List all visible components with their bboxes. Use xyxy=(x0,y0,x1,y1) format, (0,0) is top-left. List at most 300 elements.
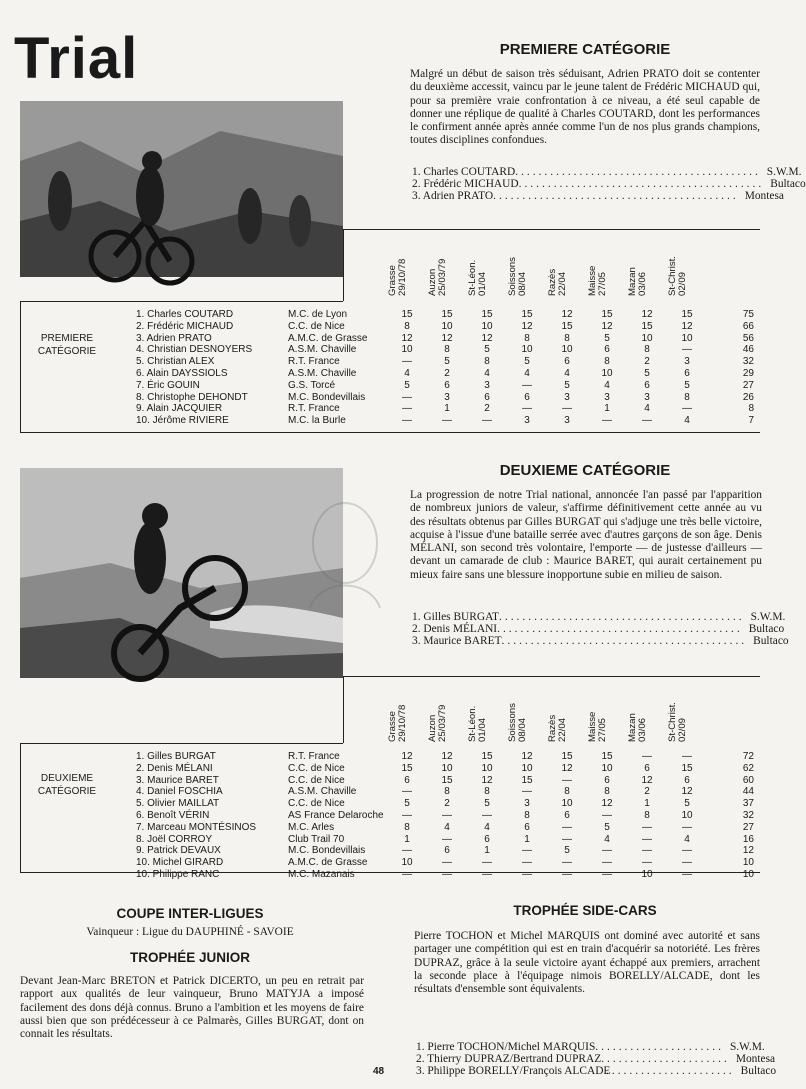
round-header-label: Maisse 27/05 xyxy=(587,711,608,742)
points-cell: 2 xyxy=(484,403,490,415)
table-row xyxy=(0,333,760,345)
table1-frame-bottom xyxy=(20,432,760,433)
points-cell: 5 xyxy=(684,798,690,810)
rider-name: 9. Alain JACQUIER xyxy=(136,403,223,415)
podium-name: 3. Philippe BORELLY/François ALCADE xyxy=(416,1065,611,1077)
points-cell: 8 xyxy=(644,810,650,821)
points-cell: 10 xyxy=(641,332,653,344)
points-cell: 15 xyxy=(521,774,533,786)
points-cell: 6 xyxy=(684,368,690,379)
points-cell: — xyxy=(562,857,572,869)
table1-frame-bottom-left xyxy=(20,301,343,302)
trial-photo-2 xyxy=(20,468,343,678)
points-cell: — xyxy=(682,751,692,762)
points-cell: 1 xyxy=(644,798,650,810)
points-cell: 10 xyxy=(401,857,413,869)
podium-row: 2. Frédéric MICHAUD .......................................... Bultaco xyxy=(412,178,806,190)
rider-name: 6. Alain DAYSSIOLS xyxy=(136,368,228,379)
points-cell: 4 xyxy=(484,368,490,379)
round-header-label: St-Christ. 02/09 xyxy=(667,256,688,296)
points-cell: 2 xyxy=(644,356,650,368)
points-cell: — xyxy=(642,751,652,762)
total-cell: 7 xyxy=(748,415,754,427)
points-cell: 5 xyxy=(564,845,570,857)
points-cell: 2 xyxy=(444,368,450,379)
points-cell: 10 xyxy=(641,869,653,880)
podium-name: 1. Charles COUTARD xyxy=(412,166,516,178)
total-cell: 44 xyxy=(742,786,754,798)
points-cell: — xyxy=(562,833,572,845)
points-cell: — xyxy=(602,857,612,869)
points-cell: 6 xyxy=(404,774,410,786)
podium-row: 3. Maurice BARET .......................................... Bultaco xyxy=(412,635,789,647)
points-cell: 3 xyxy=(684,356,690,368)
podium-name: 2. Denis MÉLANI xyxy=(412,623,498,635)
rider-name: 2. Denis MÉLANI xyxy=(136,762,213,774)
points-cell: 12 xyxy=(401,751,413,762)
points-cell: 12 xyxy=(401,332,413,344)
points-cell: 8 xyxy=(484,356,490,368)
points-cell: 10 xyxy=(601,762,613,774)
points-cell: 5 xyxy=(484,344,490,356)
club-name: A.M.C. de Grasse xyxy=(288,857,368,869)
podium-name: 1. Pierre TOCHON/Michel MARQUIS xyxy=(416,1041,596,1053)
second-category-podium xyxy=(412,611,789,647)
junior-text: Devant Jean-Marc BRETON et Patrick DICERTO, un peu en retrait par rapport aux qualités de leur vainqueur, Bruno MATYJA a imposé facilement des dons déjà connus. Bruno a l'ambition et les moyens de faire aussi bien que son prédécesseur à ce Palmarès, Gilles BURGAT, dont on connait les résultats. xyxy=(20,975,364,1041)
points-cell: 8 xyxy=(404,320,410,332)
table-row xyxy=(0,380,760,392)
round-header-label: Soissons 08/04 xyxy=(507,703,528,742)
points-cell: 5 xyxy=(444,356,450,368)
club-name: M.C. Bondevillais xyxy=(288,845,366,857)
sidecars-heading: TROPHÉE SIDE-CARS xyxy=(513,903,657,918)
club-name: G.S. Torcé xyxy=(288,379,336,391)
points-cell: 10 xyxy=(681,810,693,821)
page-number: 48 xyxy=(373,1066,385,1077)
total-cell: 32 xyxy=(742,356,754,368)
table-row xyxy=(0,321,760,333)
points-cell: — xyxy=(442,869,452,880)
points-cell: — xyxy=(682,821,692,833)
club-name: M.C. Mazanais xyxy=(288,869,355,880)
points-cell: 15 xyxy=(601,309,613,320)
points-cell: — xyxy=(402,869,412,880)
points-cell: 8 xyxy=(604,786,610,798)
podium-row: 1. Charles COUTARD .......................................... S.W.M. xyxy=(412,166,802,178)
podium-make: Bultaco xyxy=(753,635,789,647)
points-cell: — xyxy=(562,869,572,880)
points-cell: 3 xyxy=(484,379,490,391)
club-name: R.T. France xyxy=(288,403,340,415)
points-cell: — xyxy=(442,810,452,821)
points-cell: 8 xyxy=(564,786,570,798)
points-cell: 6 xyxy=(444,379,450,391)
points-cell: 1 xyxy=(444,403,450,415)
points-cell: 6 xyxy=(484,833,490,845)
points-cell: 5 xyxy=(604,821,610,833)
points-cell: 12 xyxy=(681,786,693,798)
points-cell: — xyxy=(522,857,532,869)
points-cell: 12 xyxy=(641,774,653,786)
points-cell: — xyxy=(402,845,412,857)
podium-row: 2. Denis MÉLANI .......................................... Bultaco xyxy=(412,623,785,635)
round-header-label: Auzon 25/03/79 xyxy=(427,704,448,742)
points-cell: 10 xyxy=(441,762,453,774)
round-header-label: Grasse 29/10/78 xyxy=(387,258,408,296)
points-cell: — xyxy=(642,833,652,845)
points-cell: 3 xyxy=(604,391,610,403)
points-cell: 10 xyxy=(521,762,533,774)
points-cell: 5 xyxy=(524,356,530,368)
points-cell: — xyxy=(442,833,452,845)
points-cell: 10 xyxy=(681,332,693,344)
points-cell: 12 xyxy=(601,320,613,332)
points-cell: 15 xyxy=(521,309,533,320)
first-category-heading: PREMIERE CATÉGORIE xyxy=(499,41,671,58)
podium-name: 2. Frédéric MICHAUD xyxy=(412,178,519,190)
points-cell: 12 xyxy=(561,309,573,320)
total-cell: 27 xyxy=(742,821,754,833)
points-cell: — xyxy=(402,786,412,798)
page-title: Trial xyxy=(14,26,139,91)
points-cell: 5 xyxy=(564,379,570,391)
total-cell: 37 xyxy=(742,798,754,810)
rider-name: 4. Daniel FOSCHIA xyxy=(136,786,223,798)
table-row xyxy=(0,775,760,787)
podium-make: Bultaco xyxy=(748,623,785,635)
round-header-label: St-Christ. 02/09 xyxy=(667,702,688,742)
first-category-podium xyxy=(412,166,806,202)
points-cell: 10 xyxy=(481,320,493,332)
total-cell: 26 xyxy=(742,391,754,403)
rider-name: 1. Charles COUTARD xyxy=(136,309,234,320)
points-cell: 6 xyxy=(564,356,570,368)
podium-row: 2. Thierry DUPRAZ/Bertrand DUPRAZ ...................... Montesa xyxy=(416,1053,776,1065)
points-cell: 6 xyxy=(684,774,690,786)
points-cell: 4 xyxy=(404,368,410,379)
total-cell: 29 xyxy=(742,368,754,379)
table-row xyxy=(0,786,760,798)
points-cell: 15 xyxy=(401,309,413,320)
points-cell: — xyxy=(522,845,532,857)
table-row xyxy=(0,869,760,881)
points-cell: 8 xyxy=(604,356,610,368)
points-cell: 12 xyxy=(521,751,533,762)
club-name: C.C. de Nice xyxy=(288,762,345,774)
points-cell: 5 xyxy=(404,798,410,810)
table1-frame-left xyxy=(343,229,344,301)
round-header-label: Maisse 27/05 xyxy=(587,265,608,296)
podium-row: 1. Gilles BURGAT .......................................... S.W.M. xyxy=(412,611,786,623)
table-row xyxy=(0,309,760,321)
points-cell: 4 xyxy=(484,821,490,833)
rider-name: 4. Christian DESNOYERS xyxy=(136,344,253,356)
points-cell: — xyxy=(522,786,532,798)
total-cell: 75 xyxy=(742,309,754,320)
points-cell: 8 xyxy=(644,344,650,356)
points-cell: 12 xyxy=(601,798,613,810)
round-header-label: Soissons 08/04 xyxy=(507,257,528,296)
rider-name: 8. Joël CORROY xyxy=(136,833,213,845)
points-cell: 2 xyxy=(644,786,650,798)
points-cell: — xyxy=(562,403,572,415)
rider-name: 6. Benoît VÉRIN xyxy=(136,810,210,821)
points-cell: 6 xyxy=(564,810,570,821)
points-cell: 15 xyxy=(441,309,453,320)
podium-make: Bultaco xyxy=(740,1065,777,1077)
total-cell: 72 xyxy=(742,751,754,762)
points-cell: 6 xyxy=(524,821,530,833)
round-header-label: Auzon 25/03/79 xyxy=(427,258,448,296)
table1-category-label: PREMIERE CATÉGORIE xyxy=(37,333,97,357)
points-cell: — xyxy=(682,845,692,857)
points-cell: 12 xyxy=(561,762,573,774)
table-row xyxy=(0,356,760,368)
total-cell: 10 xyxy=(742,869,754,880)
trial-photo-1 xyxy=(20,101,343,277)
podium-name: 3. Adrien PRATO xyxy=(412,190,494,202)
points-cell: — xyxy=(482,857,492,869)
podium-make: Bultaco xyxy=(770,178,806,190)
total-cell: 32 xyxy=(742,810,754,821)
podium-name: 2. Thierry DUPRAZ/Bertrand DUPRAZ xyxy=(416,1053,602,1065)
table-row xyxy=(0,763,760,775)
points-cell: 1 xyxy=(524,833,530,845)
points-cell: 12 xyxy=(641,309,653,320)
portrait-image xyxy=(300,498,390,608)
points-cell: 4 xyxy=(604,379,610,391)
round-header-label: St-Léon. 01/04 xyxy=(467,705,488,742)
points-cell: 15 xyxy=(441,774,453,786)
total-cell: 10 xyxy=(742,857,754,869)
round-header-label: Razès 22/04 xyxy=(547,714,568,742)
points-cell: — xyxy=(522,403,532,415)
points-cell: — xyxy=(602,869,612,880)
points-cell: 15 xyxy=(681,309,693,320)
podium-name: 1. Gilles BURGAT xyxy=(412,611,500,623)
points-cell: 15 xyxy=(481,751,493,762)
club-name: M.C. Bondevillais xyxy=(288,391,366,403)
first-category-text: Malgré un début de saison très séduisant, Adrien PRATO doit se contenter du deuxième accessit, vaincu par le jeune talent de Frédéric MICHAUD qui, pour sa première vraie confrontation à ce niveau, a été seul capable de donner une réplique de qualité à Charles COUTARD, dont les performances le confirment année après année comme l'un de nos plus grands champions, toutes disciplines confondues. xyxy=(410,68,760,147)
round-header-label: Mazan 03/06 xyxy=(627,713,648,742)
points-cell: 10 xyxy=(561,344,573,356)
rider-name: 3. Adrien PRATO xyxy=(136,332,212,344)
rider-name: 3. Maurice BARET xyxy=(136,774,219,786)
coupe-winner: Vainqueur : Ligue du DAUPHINÉ - SAVOIE xyxy=(86,926,294,938)
points-cell: 4 xyxy=(524,368,530,379)
points-cell: 5 xyxy=(484,798,490,810)
points-cell: — xyxy=(402,415,412,427)
round-header-label: Razès 22/04 xyxy=(547,268,568,296)
table-row xyxy=(0,810,760,822)
points-cell: 8 xyxy=(524,810,530,821)
podium-make: S.W.M. xyxy=(729,1041,765,1053)
points-cell: 15 xyxy=(681,762,693,774)
points-cell: 5 xyxy=(644,368,650,379)
club-name: Club Trail 70 xyxy=(288,833,345,845)
rider-name: 10. Jérôme RIVIERE xyxy=(136,415,229,427)
points-cell: 3 xyxy=(564,415,570,427)
second-category-text: La progression de notre Trial national, annoncée l'an passé par l'apparition de nombreux juniors de valeur, s'affirme définitivement cette année au vu des résultats obtenus par Gilles BURGAT qui s'adjuge une très belle victoire, acquise à l'issue d'une bataille serrée avec d'autres garçons de son âge. Denis MÉLANI, son second très volontaire, l'emporte — de justesse d'ailleurs — devant un camarade de club : Maurice BARET, qui aurait certainement pu mieux faire sans une blessure inopportune subie en milieu de saison. xyxy=(410,489,762,581)
rider-name: 5. Christian ALEX xyxy=(136,356,215,368)
rider-name: 10. Michel GIRARD xyxy=(136,857,224,869)
total-cell: 12 xyxy=(742,845,754,857)
table-row xyxy=(0,344,760,356)
table-row xyxy=(0,834,760,846)
table2-frame-bottom-left xyxy=(20,743,343,744)
points-cell: 8 xyxy=(564,332,570,344)
rider-name: 10. Philippe RANC xyxy=(136,869,220,880)
club-name: AS France Delaroche xyxy=(288,810,384,821)
points-cell: 3 xyxy=(524,798,530,810)
points-cell: — xyxy=(682,344,692,356)
points-cell: 6 xyxy=(644,762,650,774)
total-cell: 8 xyxy=(748,403,754,415)
points-cell: — xyxy=(482,415,492,427)
points-cell: 4 xyxy=(644,403,650,415)
junior-heading: TROPHÉE JUNIOR xyxy=(129,950,251,965)
second-category-heading: DEUXIEME CATÉGORIE xyxy=(499,462,671,479)
round-header-label: St-Léon. 01/04 xyxy=(467,259,488,296)
club-name: C.C. de Nice xyxy=(288,798,345,810)
podium-name: 3. Maurice BARET xyxy=(412,635,502,647)
points-cell: 10 xyxy=(441,320,453,332)
points-cell: 6 xyxy=(604,344,610,356)
points-cell: 10 xyxy=(401,344,413,356)
club-name: C.C. de Nice xyxy=(288,774,345,786)
points-cell: 4 xyxy=(684,833,690,845)
points-cell: — xyxy=(402,810,412,821)
points-cell: — xyxy=(642,415,652,427)
points-cell: 5 xyxy=(404,379,410,391)
points-cell: 5 xyxy=(604,332,610,344)
total-cell: 56 xyxy=(742,332,754,344)
rider-name: 7. Éric GOUIN xyxy=(136,379,200,391)
table-row xyxy=(0,845,760,857)
total-cell: 46 xyxy=(742,344,754,356)
points-cell: — xyxy=(682,403,692,415)
club-name: A.S.M. Chaville xyxy=(288,368,357,379)
points-cell: — xyxy=(682,869,692,880)
points-cell: 12 xyxy=(481,332,493,344)
total-cell: 66 xyxy=(742,320,754,332)
points-cell: 3 xyxy=(644,391,650,403)
points-cell: 1 xyxy=(484,845,490,857)
points-cell: 15 xyxy=(561,320,573,332)
points-cell: — xyxy=(402,356,412,368)
podium-row: 3. Adrien PRATO .......................................... Montesa xyxy=(412,190,784,202)
points-cell: 4 xyxy=(564,368,570,379)
club-name: M.C. la Burle xyxy=(288,415,346,427)
points-cell: 1 xyxy=(404,833,410,845)
total-cell: 60 xyxy=(742,774,754,786)
table-row xyxy=(0,403,760,415)
podium-make: Montesa xyxy=(735,1053,776,1065)
points-cell: 8 xyxy=(684,391,690,403)
podium-make: S.W.M. xyxy=(750,611,786,623)
points-cell: 15 xyxy=(481,309,493,320)
points-cell: 12 xyxy=(681,320,693,332)
points-cell: 6 xyxy=(644,379,650,391)
club-name: R.T. France xyxy=(288,751,340,762)
points-cell: — xyxy=(442,415,452,427)
rider-name: 2. Frédéric MICHAUD xyxy=(136,320,234,332)
points-cell: — xyxy=(402,391,412,403)
points-cell: 3 xyxy=(524,415,530,427)
rider-name: 1. Gilles BURGAT xyxy=(136,751,216,762)
points-cell: — xyxy=(642,821,652,833)
points-cell: 4 xyxy=(684,415,690,427)
points-cell: 15 xyxy=(401,762,413,774)
points-cell: 10 xyxy=(601,368,613,379)
club-name: A.S.M. Chaville xyxy=(288,344,357,356)
table2-category-label: DEUXIEME CATÉGORIE xyxy=(37,773,97,797)
points-cell: 4 xyxy=(444,821,450,833)
table-row xyxy=(0,392,760,404)
total-cell: 27 xyxy=(742,379,754,391)
points-cell: 12 xyxy=(441,751,453,762)
points-cell: — xyxy=(402,403,412,415)
points-cell: — xyxy=(602,845,612,857)
round-header xyxy=(667,226,712,296)
points-cell: — xyxy=(642,857,652,869)
points-cell: 8 xyxy=(404,821,410,833)
points-cell: 12 xyxy=(521,320,533,332)
points-cell: 5 xyxy=(684,379,690,391)
podium-make: Montesa xyxy=(744,190,784,202)
round-header-label: Mazan 03/06 xyxy=(627,267,648,296)
total-cell: 62 xyxy=(742,762,754,774)
points-cell: — xyxy=(522,379,532,391)
points-cell: 10 xyxy=(481,762,493,774)
round-header xyxy=(667,672,712,742)
points-cell: 3 xyxy=(444,391,450,403)
table-row xyxy=(0,415,760,427)
total-cell: 16 xyxy=(742,833,754,845)
table-row xyxy=(0,857,760,869)
points-cell: — xyxy=(442,857,452,869)
rider-name: 9. Patrick DEVAUX xyxy=(136,845,221,857)
club-name: M.C. de Lyon xyxy=(288,309,348,320)
table-row xyxy=(0,368,760,380)
points-cell: 10 xyxy=(561,798,573,810)
club-name: R.T. France xyxy=(288,356,340,368)
points-cell: — xyxy=(562,774,572,786)
points-cell: 8 xyxy=(484,786,490,798)
club-name: C.C. de Nice xyxy=(288,320,345,332)
points-cell: — xyxy=(602,415,612,427)
points-cell: — xyxy=(522,869,532,880)
points-cell: 10 xyxy=(521,344,533,356)
points-cell: 8 xyxy=(524,332,530,344)
points-cell: 12 xyxy=(441,332,453,344)
points-cell: 4 xyxy=(604,833,610,845)
points-cell: 15 xyxy=(561,751,573,762)
points-cell: 8 xyxy=(444,344,450,356)
points-cell: — xyxy=(682,857,692,869)
club-name: A.S.M. Chaville xyxy=(288,786,357,798)
points-cell: — xyxy=(642,845,652,857)
points-cell: 15 xyxy=(641,320,653,332)
points-cell: 6 xyxy=(444,845,450,857)
sidecars-text: Pierre TOCHON et Michel MARQUIS ont dominé avec autorité et sans partager une compétition qui est en train d'acquérir sa notoriété. Les frères DUPRAZ, grâce à la seule victoire ayant échappé aux premiers, arrachent la seconde place à l'équipage nimois BORELLY/ALCADE, dont les résultats d'ensemble sont équivalents. xyxy=(414,930,760,996)
club-name: M.C. Arles xyxy=(288,821,335,833)
podium-row: 1. Pierre TOCHON/Michel MARQUIS ...................... S.W.M. xyxy=(416,1041,765,1053)
points-cell: — xyxy=(482,869,492,880)
table-row xyxy=(0,822,760,834)
points-cell: 15 xyxy=(601,751,613,762)
rider-name: 7. Marceau MONTÉSINOS xyxy=(136,821,257,833)
